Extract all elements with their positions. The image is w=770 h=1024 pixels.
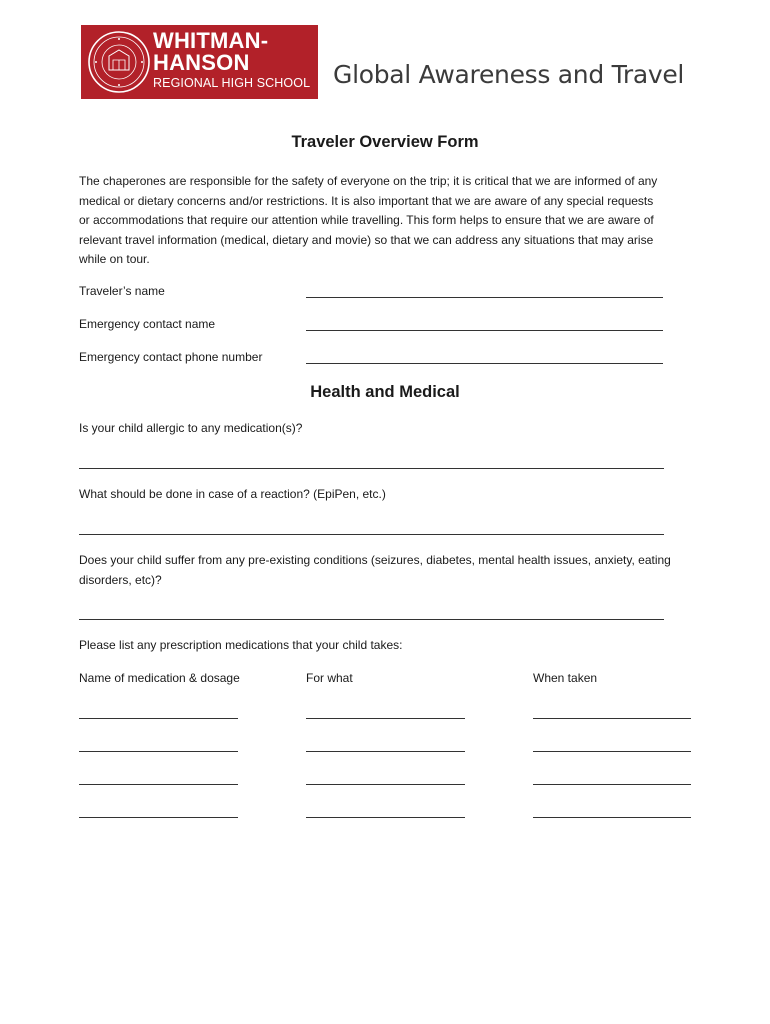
school-seal-icon xyxy=(87,30,151,94)
medication-row-2-purpose-line[interactable] xyxy=(306,751,465,752)
emergency-contact-name-label: Emergency contact name xyxy=(79,317,216,331)
reaction-question: What should be done in case of a reaction? (EpiPen, etc.) xyxy=(79,487,386,501)
logo-line-1: WHITMAN- xyxy=(153,28,269,53)
logo-line-2: HANSON xyxy=(153,50,250,75)
conditions-question xyxy=(79,551,699,590)
intro-paragraph xyxy=(79,172,699,270)
medication-row-4-purpose-line[interactable] xyxy=(306,817,465,818)
column-when-taken: When taken xyxy=(533,671,598,685)
intro-line: while on tour. xyxy=(79,252,150,266)
health-section-title: Health and Medical xyxy=(310,383,460,401)
conditions-answer-line[interactable] xyxy=(79,619,664,620)
emergency-contact-phone-label: Emergency contact phone number xyxy=(79,350,263,364)
medication-row-1-name-line[interactable] xyxy=(79,718,238,719)
emergency-contact-name-line[interactable] xyxy=(306,330,663,331)
allergy-answer-line[interactable] xyxy=(79,468,664,469)
medication-row-3-purpose-line[interactable] xyxy=(306,784,465,785)
column-for-what: For what xyxy=(306,671,353,685)
column-medication-dosage: Name of medication & dosage xyxy=(79,671,240,685)
intro-line: medical or dietary concerns and/or restrictions. It is also important that we are aware of any special requests xyxy=(79,193,654,208)
school-logo xyxy=(81,25,318,99)
allergy-question: Is your child allergic to any medication(s)? xyxy=(79,421,303,435)
prescription-prompt: Please list any prescription medications that your child takes: xyxy=(79,638,403,652)
emergency-contact-phone-line[interactable] xyxy=(306,363,663,364)
logo-line-3: REGIONAL HIGH SCHOOL xyxy=(153,76,311,90)
medication-row-3-name-line[interactable] xyxy=(79,784,238,785)
form-title: Traveler Overview Form xyxy=(291,133,479,151)
travelers-name-line[interactable] xyxy=(306,297,663,298)
travelers-name-label: Traveler’s name xyxy=(79,284,165,298)
logo-wordmark xyxy=(153,30,310,91)
medication-row-2-time-line[interactable] xyxy=(533,751,691,752)
medication-row-4-time-line[interactable] xyxy=(533,817,691,818)
intro-line: or accommodations that require our attention while travelling. This form helps to ensure that we are aware of xyxy=(79,213,654,227)
intro-line: relevant travel information (medical, dietary and movie) so that we can address any situations that may arise xyxy=(79,232,654,247)
program-title: Global Awareness and Travel xyxy=(333,60,685,89)
reaction-answer-line[interactable] xyxy=(79,534,664,535)
medication-row-1-purpose-line[interactable] xyxy=(306,718,465,719)
intro-line: The chaperones are responsible for the safety of everyone on the trip; it is critical that we are informed of any xyxy=(79,174,658,188)
medication-row-1-time-line[interactable] xyxy=(533,718,691,719)
conditions-question-line: Does your child suffer from any pre-existing conditions (seizures, diabetes, mental health issues, anxiety, eating xyxy=(79,553,671,567)
conditions-question-line: disorders, etc)? xyxy=(79,572,162,587)
medication-row-3-time-line[interactable] xyxy=(533,784,691,785)
medication-row-2-name-line[interactable] xyxy=(79,751,238,752)
medication-row-4-name-line[interactable] xyxy=(79,817,238,818)
